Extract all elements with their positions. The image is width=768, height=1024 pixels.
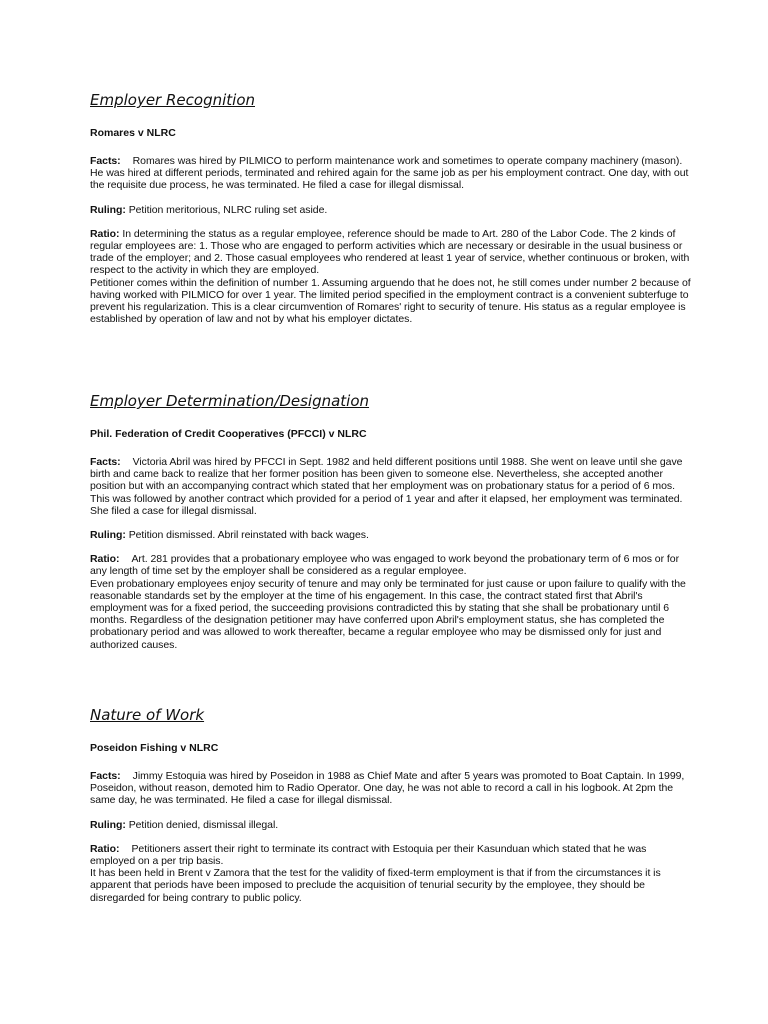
facts-label: Facts: (90, 155, 121, 167)
ruling-label: Ruling: (90, 818, 126, 831)
case-title: Phil. Federation of Credit Cooperatives (PFCCI) v NLRC (90, 428, 367, 440)
ruling-paragraph (90, 204, 694, 216)
ratio-continuation: It has been held in Brent v Zamora that the test for the validity of fixed-term employment is that if from the circumstances it is apparent that periods have been imposed to preclude the acquisition of tenurial security by the employee, they should be disregarded for being contrary to public policy. (90, 867, 661, 904)
facts-paragraph (90, 456, 694, 517)
ratio-label: Ratio: (90, 553, 120, 566)
section-heading: Nature of Work (90, 706, 205, 724)
facts-label: Facts: (90, 456, 121, 468)
facts-paragraph (90, 155, 694, 192)
section-nature-of-work (90, 706, 694, 916)
ratio-continuation: Petitioner comes within the definition of number 1. Assuming arguendo that he does not, he still comes under number 2 because of having worked with PILMICO for over 1 year. The limited period specified in the employment contract is a convenient subterfuge to prevent his regularization. This is a clear circumvention of Romares' right to security of tenure. His status as a regular employee is established by operation of law and not by what his employer dictates. (90, 276, 691, 326)
ruling-paragraph (90, 529, 694, 541)
ruling-text: Petition denied, dismissal illegal. (128, 818, 279, 831)
facts-text: Victoria Abril was hired by PFCCI in Sept. 1982 and held different positions until 1988. She went on leave until she gave birth and came back to realize that her former position has been given to someone else. Nevertheless, she accepted another position but with an accompanying contract which stated that her employment was on probationary status for a period of 6 mos. This was followed by another contract which provided for a period of 1 year and after it elapsed, her employment was terminated. She filed a case for illegal dismissal. (90, 456, 683, 517)
ruling-text: Petition dismissed. Abril reinstated with back wages. (128, 529, 369, 542)
section-heading: Employer Determination/Designation (90, 392, 370, 410)
section-employer-recognition (90, 91, 694, 337)
ratio-text: Art. 281 provides that a probationary employee who was engaged to work beyond the probationary term of 6 mos or for any length of time set by the employer shall be considered as a regular employee. (90, 553, 680, 578)
ratio-paragraph (90, 553, 694, 651)
ratio-continuation: Even probationary employees enjoy security of tenure and may only be terminated for just cause or upon failure to qualify with the reasonable standards set by the employer at the time of his engagement. In this case, the contract stated first that Abril's employment was for a fixed period, the succeeding provisions contradicted this by stating that she shall be probationary until 6 months. Regardless of the designation petitioner may have conferred upon Abril's employment status, she has completed the probationary period and was allowed to work thereafter, became a regular employee who may be dismissed only for just and authorized causes. (90, 577, 686, 651)
facts-text: Romares was hired by PILMICO to perform maintenance work and sometimes to operate company machinery (mason). He was hired at different periods, terminated and rehired again for the same job as per his employment contract. One day, with out the requisite due process, he was terminated. He filed a case for illegal dismissal. (90, 155, 689, 192)
facts-label: Facts: (90, 770, 121, 782)
section-heading: Employer Recognition (90, 91, 255, 109)
ruling-paragraph (90, 819, 694, 831)
facts-text: Jimmy Estoquia was hired by Poseidon in 1988 as Chief Mate and after 5 years was promoted to Boat Captain. In 1999, Poseidon, without reason, demoted him to Radio Operator. One day, he was not able to record a call in his logbook. At 2pm the same day, he was terminated. He filed a case for illegal dismissal. (90, 770, 685, 807)
ruling-label: Ruling: (90, 529, 126, 542)
ratio-label: Ratio: (90, 227, 120, 240)
ratio-paragraph (90, 228, 694, 326)
ratio-label: Ratio: (90, 842, 120, 855)
ratio-text: In determining the status as a regular employee, reference should be made to Art. 280 of the Labor Code. The 2 kinds of regular employees are: 1. Those who are engaged to perform activities which are necessary or desirable in the usual business or trade of the employer; and 2. Those casual employees who rendered at least 1 year of service, whether continuous or broken, with respect to the activity in which they are employed. (90, 227, 690, 277)
case-title: Poseidon Fishing v NLRC (90, 742, 219, 754)
ratio-text: Petitioners assert their right to terminate its contract with Estoquia per their Kasunduan which stated that he was employed on a per trip basis. (90, 842, 647, 868)
ruling-label: Ruling: (90, 203, 126, 216)
facts-paragraph (90, 770, 694, 807)
ruling-text: Petition meritorious, NLRC ruling set aside. (128, 203, 328, 216)
case-title: Romares v NLRC (90, 127, 176, 139)
ratio-paragraph (90, 843, 694, 904)
section-employer-determination (90, 392, 694, 663)
